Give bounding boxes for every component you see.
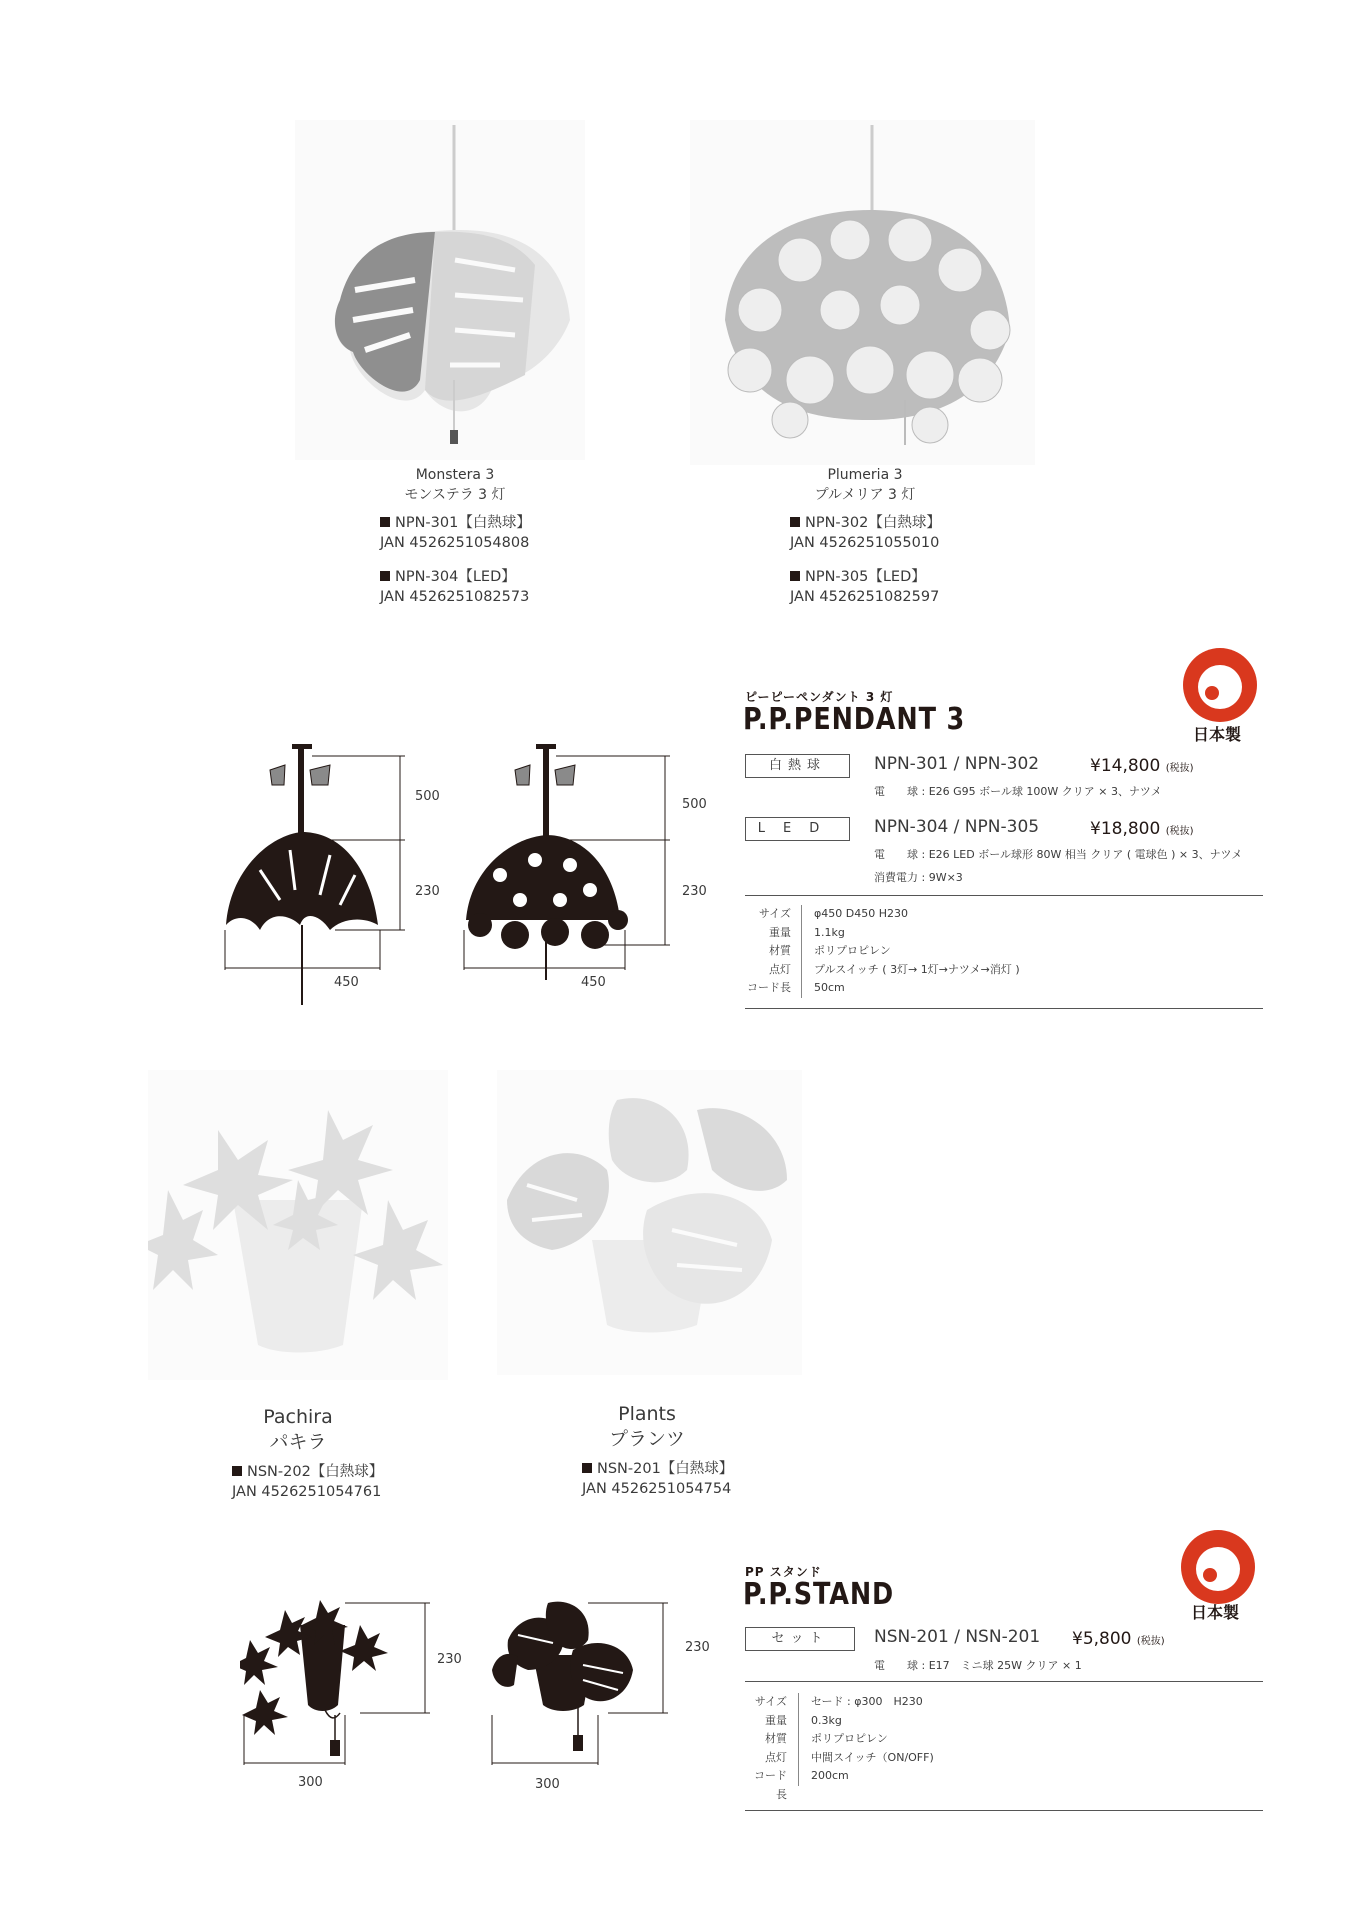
spec-key: 重量 (769, 925, 791, 939)
plumeria-dimension-drawing (460, 740, 680, 1010)
plumeria-name-en: Plumeria 3 (827, 467, 903, 483)
pendant-spec-rule-top (745, 895, 1263, 896)
stand-spec-rule-top (745, 1681, 1263, 1682)
made-in-japan-badge (1180, 645, 1260, 725)
pachira-photo (148, 1070, 448, 1380)
plants-dim-300: 300 (535, 1777, 560, 1792)
pachira-codes (232, 1462, 383, 1502)
variant-price-set: ¥5,800 (税抜) (1072, 1629, 1165, 1649)
pachira-dim-230: 230 (437, 1652, 462, 1667)
spec-value: 200cm (811, 1769, 849, 1782)
spec-key: サイズ (758, 907, 791, 920)
code-model: NPN-304【LED】 (380, 567, 531, 587)
variant-bulb-incandescent: 電 球 : E26 G95 ボール球 100W クリア × 3、ナツメ (874, 785, 1162, 798)
variant-price-incandescent: ¥14,800 (税抜) (1090, 756, 1194, 776)
plumeria-caption (765, 465, 965, 505)
plumeria-photo (690, 120, 1035, 465)
spec-key: 材質 (765, 1732, 787, 1745)
pendant-title: P.P.PENDANT 3 (743, 702, 966, 737)
bullet-square-icon (380, 571, 390, 581)
pendant-subtitle: ピーピーペンダント 3 灯 (745, 690, 894, 704)
variant-price-led: ¥18,800 (税抜) (1090, 819, 1194, 839)
pachira-dim-300: 300 (298, 1775, 323, 1790)
spec-value: セード : φ300 H230 (811, 1695, 923, 1708)
plumeria-name-ja: プルメリア 3 灯 (814, 487, 916, 503)
pachira-caption (198, 1405, 398, 1455)
variant-models-led: NPN-304 / NPN-305 (874, 817, 1040, 837)
variant-label-led: LED (745, 817, 850, 841)
code-model: NPN-302【白熱球】 (790, 513, 941, 533)
stand-subtitle: PP スタンド (745, 1565, 822, 1579)
bullet-square-icon (232, 1466, 242, 1476)
stand-spec-rule-bottom (745, 1810, 1263, 1811)
variant-bulb-set: 電 球 : E17 ミニ球 25W クリア × 1 (874, 1659, 1082, 1672)
monstera-dim-500: 500 (415, 789, 440, 804)
code-model: NPN-301【白熱球】 (380, 513, 531, 533)
code-jan: JAN 4526251055010 (790, 535, 940, 551)
pachira-name-en: Pachira (263, 1406, 333, 1428)
stand-title: P.P.STAND (743, 1577, 895, 1612)
monstera-dim-230: 230 (415, 884, 440, 899)
plumeria-dim-500: 500 (682, 797, 707, 812)
plants-dim-230: 230 (685, 1640, 710, 1655)
spec-key: サイズ (754, 1695, 787, 1708)
plants-caption (547, 1402, 747, 1452)
spec-value: ポリプロピレン (814, 944, 891, 957)
pendant-spec-rule-bottom (745, 1008, 1263, 1009)
plants-name-ja: プランツ (608, 1428, 685, 1450)
variant-label-set: セット (745, 1627, 855, 1651)
bullet-square-icon (790, 517, 800, 527)
monstera-name-ja: モンステラ 3 灯 (404, 487, 506, 503)
code-jan: JAN 4526251082573 (380, 589, 530, 605)
spec-key: 点灯 (765, 1750, 787, 1764)
code-model: NSN-201【白熱球】 (582, 1459, 733, 1479)
code-jan: JAN 4526251054808 (380, 535, 530, 551)
spec-key: コード長 (747, 981, 791, 994)
bullet-square-icon (790, 571, 800, 581)
spec-value: プルスイッチ ( 3灯→ 1灯→ナツメ→消灯 ) (814, 962, 1020, 976)
variant-models-set: NSN-201 / NSN-201 (874, 1627, 1041, 1647)
spec-value: 1.1kg (814, 925, 845, 939)
spec-key: 重量 (765, 1713, 787, 1727)
plumeria-dim-450: 450 (581, 975, 606, 990)
variant-models-incandescent: NPN-301 / NPN-302 (874, 754, 1040, 774)
spec-key: 材質 (769, 944, 791, 957)
stand-spec-table (745, 1693, 1263, 1801)
code-model: NSN-202【白熱球】 (232, 1462, 383, 1482)
bullet-square-icon (380, 517, 390, 527)
code-model: NPN-305【LED】 (790, 567, 941, 587)
pendant-spec-table (745, 905, 1263, 1001)
monstera-photo (295, 120, 585, 460)
bullet-square-icon (582, 1463, 592, 1473)
plants-photo (497, 1070, 802, 1375)
spec-value: 50cm (814, 981, 845, 994)
monstera-dimension-drawing (220, 740, 440, 1010)
made-in-japan-label: 日本製 (1191, 1603, 1240, 1622)
spec-value: φ450 D450 H230 (814, 907, 908, 920)
spec-key: 点灯 (769, 962, 791, 976)
monstera-name-en: Monstera 3 (415, 467, 495, 483)
plants-name-en: Plants (618, 1403, 676, 1425)
plumeria-codes (790, 513, 941, 607)
spec-value: 中間スイッチ（ON/OFF) (811, 1750, 934, 1764)
code-jan: JAN 4526251054761 (232, 1484, 382, 1500)
pachira-dimension-drawing (240, 1595, 440, 1770)
plumeria-dim-230: 230 (682, 884, 707, 899)
plants-dimension-drawing (488, 1595, 688, 1770)
made-in-japan-label: 日本製 (1193, 725, 1242, 744)
monstera-codes (380, 513, 531, 607)
spec-value: ポリプロピレン (811, 1732, 888, 1745)
made-in-japan-badge (1178, 1527, 1258, 1607)
plants-codes (582, 1459, 733, 1499)
pachira-name-ja: パキラ (269, 1431, 327, 1453)
variant-bulb-led: 電 球 : E26 LED ボール球形 80W 相当 クリア ( 電球色 ) × 3、ナツメ (874, 848, 1243, 861)
spec-key: コード長 (754, 1769, 787, 1801)
monstera-caption (355, 465, 555, 505)
code-jan: JAN 4526251054754 (582, 1481, 732, 1497)
code-jan: JAN 4526251082597 (790, 589, 940, 605)
monstera-dim-450: 450 (334, 975, 359, 990)
variant-label-incandescent: 白熱球 (745, 754, 850, 778)
spec-value: 0.3kg (811, 1713, 842, 1727)
variant-power-led: 消費電力 : 9W×3 (874, 871, 963, 884)
